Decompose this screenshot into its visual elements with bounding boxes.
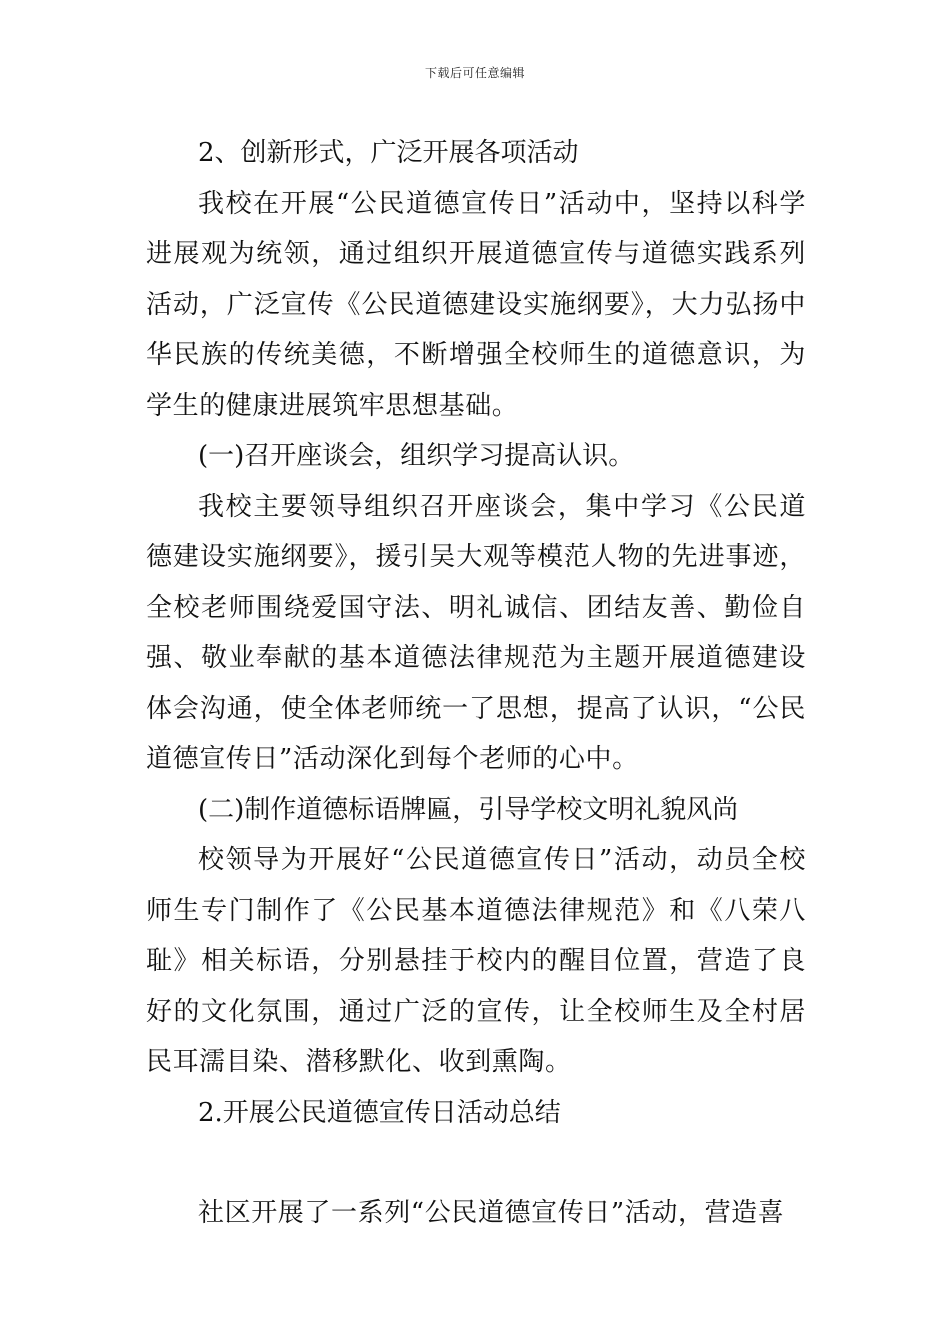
paragraph-gap: [146, 1138, 806, 1188]
paragraph-symposium: 我校主要领导组织召开座谈会，集中学习《公民道德建设实施纲要》，援引吴大观等模范人物的先进事迹，全校老师围绕爱国守法、明礼诚信、团结友善、勤俭自强、敬业奉献的基本道德法律规范为主题开展道德建设体会沟通，使全体老师统一了思想，提高了认识，“公民道德宣传日”活动深化到每个老师的心中。: [146, 491, 806, 774]
paragraph-community-activities: 社区开展了一系列“公民道德宣传日”活动，营造喜: [198, 1198, 785, 1228]
subheading-symposium: (一)召开座谈会，组织学习提高认识。: [198, 441, 635, 471]
header-note: 下载后可任意编辑: [424, 66, 525, 80]
section-heading-innovation: 2、创新形式，广泛开展各项活动: [198, 138, 579, 168]
paragraph-slogan-plaques: 校领导为开展好“公民道德宣传日”活动，动员全校师生专门制作了《公民基本道德法律规范》和《八荣八耻》相关标语，分别悬挂于校内的醒目位置，营造了良好的文化氛围，通过广泛的宣传，让全校师生及全村居民耳濡目染、潜移默化、收到熏陶。: [146, 845, 806, 1077]
document-body: [146, 128, 806, 1239]
subheading-slogan-plaques: (二)制作道德标语牌匾，引导学校文明礼貌风尚: [198, 794, 739, 825]
paragraph-school-activities: 我校在开展“公民道德宣传日”活动中，坚持以科学进展观为统领，通过组织开展道德宣传与道德实践系列活动，广泛宣传《公民道德建设实施纲要》，大力弘扬中华民族的传统美德，不断增强全校师生的道德意识，为学生的健康进展筑牢思想基础。: [146, 188, 806, 421]
section-heading-summary: 2.开展公民道德宣传日活动总结: [198, 1097, 561, 1128]
